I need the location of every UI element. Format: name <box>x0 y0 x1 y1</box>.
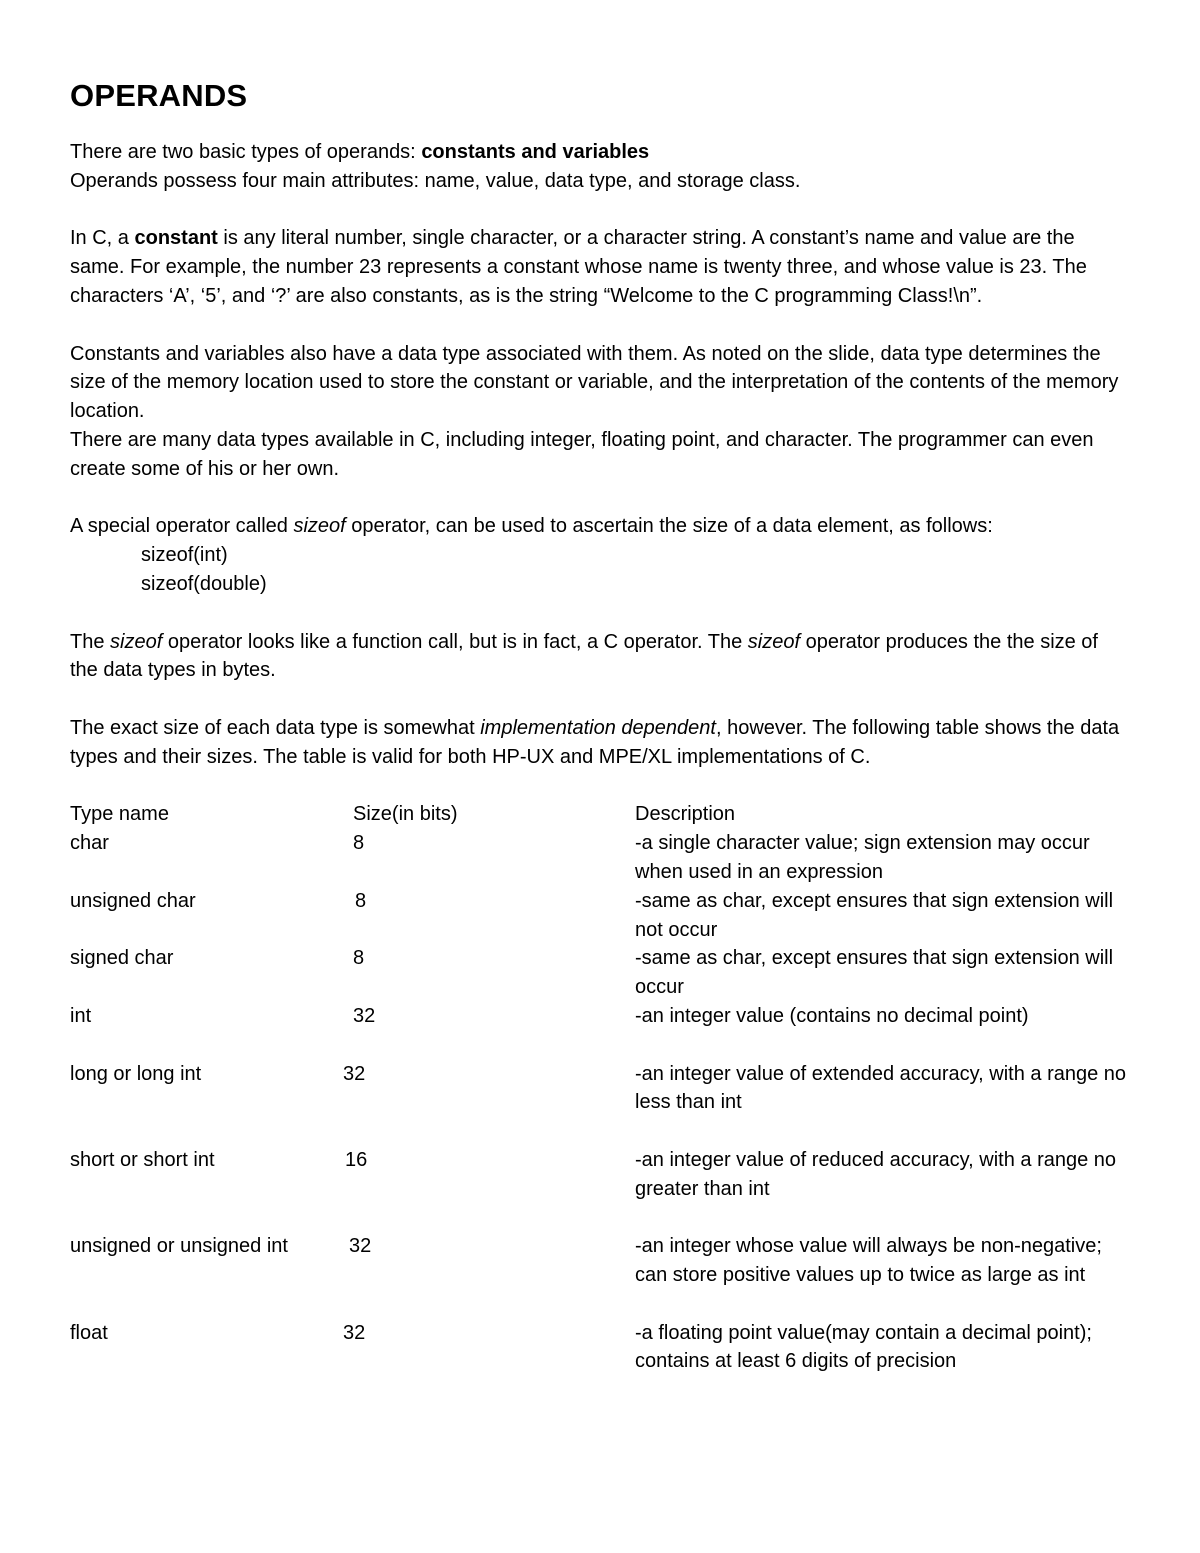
intro-line-2: Operands possess four main attributes: name, value, data type, and storage class. <box>70 169 801 192</box>
spacer <box>70 599 1130 628</box>
description-cell: -an integer value (contains no decimal point) <box>635 1004 1029 1027</box>
sizeof-note-text: operator produces the the size of the data types in bytes. <box>70 630 1098 682</box>
sizeof-note-text: operator looks like a function call, but is in fact, a C operator. The <box>162 630 748 653</box>
table-row <box>70 1060 1130 1118</box>
description-cell: -same as char, except ensures that sign extension will occur <box>635 947 1114 999</box>
size-cell: 32 <box>353 1004 376 1027</box>
size-cell: 32 <box>343 1062 366 1085</box>
sizeof-note-paragraph <box>70 628 1130 686</box>
table-header-row <box>70 800 1130 829</box>
constant-term: constant <box>134 227 218 250</box>
constant-text-post: is any literal number, single character, or a character string. A constant’s name and value are the same. For example, the number 23 represents a constant whose name is twenty three, and whose value is 23. The characters ‘A’, ‘5’, and ‘?’ are also constants, as is the string “Welcome to the C programming Class!\n”. <box>70 227 1087 307</box>
spacer <box>70 772 1130 801</box>
spacer <box>70 484 1130 513</box>
impl-text-post: , however. The following table shows the data types and their sizes. The table is valid for both HP-UX and MPE/XL implementations of C. <box>70 716 1120 768</box>
type-name-cell: unsigned char <box>70 889 196 912</box>
type-name-cell: unsigned or unsigned int <box>70 1235 288 1258</box>
implementation-paragraph <box>70 714 1130 772</box>
sizeof-text-pre: A special operator called <box>70 515 294 538</box>
sizeof-paragraph <box>70 512 1130 541</box>
intro-line-1 <box>70 138 1130 167</box>
description-cell: -a single character value; sign extension may occur when used in an expression <box>635 832 1090 883</box>
header-description: Description <box>635 803 736 826</box>
table-row <box>70 944 1130 1002</box>
impl-term: implementation dependent <box>480 716 716 739</box>
type-name-cell: short or short int <box>70 1148 215 1171</box>
constant-paragraph <box>70 224 1130 310</box>
data-types-table <box>70 800 1130 1376</box>
size-cell: 8 <box>353 832 365 855</box>
table-row <box>70 829 1130 887</box>
table-row <box>70 1002 1130 1031</box>
header-size: Size(in bits) <box>353 803 458 826</box>
document-page <box>70 76 1130 1376</box>
table-row <box>70 1146 1130 1204</box>
impl-text-pre: The exact size of each data type is somewhat <box>70 716 481 739</box>
sizeof-term: sizeof <box>293 515 346 538</box>
size-cell: 16 <box>345 1148 368 1171</box>
size-cell: 32 <box>349 1235 372 1258</box>
size-cell: 32 <box>343 1321 366 1344</box>
type-name-cell: signed char <box>70 947 174 970</box>
code-line-sizeof-double: sizeof(double) <box>141 572 267 595</box>
spacer <box>70 311 1130 340</box>
constant-text-pre: In C, a <box>70 227 135 250</box>
description-cell: -an integer whose value will always be non-negative; can store positive values up to twice as large as int <box>635 1235 1102 1287</box>
header-type-name: Type name <box>70 803 169 826</box>
table-row <box>70 1232 1130 1290</box>
spacer <box>70 685 1130 714</box>
description-cell: -a floating point value(may contain a decimal point); contains at least 6 digits of precision <box>635 1321 1092 1373</box>
datatype-paragraph-1: Constants and variables also have a data type associated with them. As noted on the slide, data type determines the size of the memory location used to store the constant or variable, and the interpretation of the contents of the memory location. <box>70 342 1119 423</box>
table-row <box>70 1319 1130 1377</box>
code-line-sizeof-int: sizeof(int) <box>141 544 228 567</box>
sizeof-note-text: The <box>70 630 111 653</box>
datatype-paragraph-2: There are many data types available in C, including integer, floating point, and character. The programmer can even create some of his or her own. <box>70 428 1094 480</box>
size-cell: 8 <box>353 947 365 970</box>
description-cell: -same as char, except ensures that sign extension will not occur <box>635 889 1114 941</box>
spacer <box>70 196 1130 225</box>
sizeof-note-term: sizeof <box>110 630 163 653</box>
sizeof-note-term: sizeof <box>747 630 801 653</box>
intro-bold-text: constants and variables <box>421 141 650 163</box>
sizeof-text-post: operator, can be used to ascertain the size of a data element, as follows: <box>345 515 993 538</box>
type-name-cell: float <box>70 1321 108 1344</box>
description-cell: -an integer value of extended accuracy, with a range no less than int <box>635 1062 1127 1114</box>
type-name-cell: long or long int <box>70 1062 202 1085</box>
intro-text: There are two basic types of operands: <box>70 141 422 163</box>
type-name-cell: char <box>70 832 109 855</box>
page-title: OPERANDS <box>70 78 248 113</box>
table-row <box>70 887 1130 945</box>
description-cell: -an integer value of reduced accuracy, with a range no greater than int <box>635 1148 1117 1200</box>
size-cell: 8 <box>355 889 367 912</box>
type-name-cell: int <box>70 1004 92 1027</box>
